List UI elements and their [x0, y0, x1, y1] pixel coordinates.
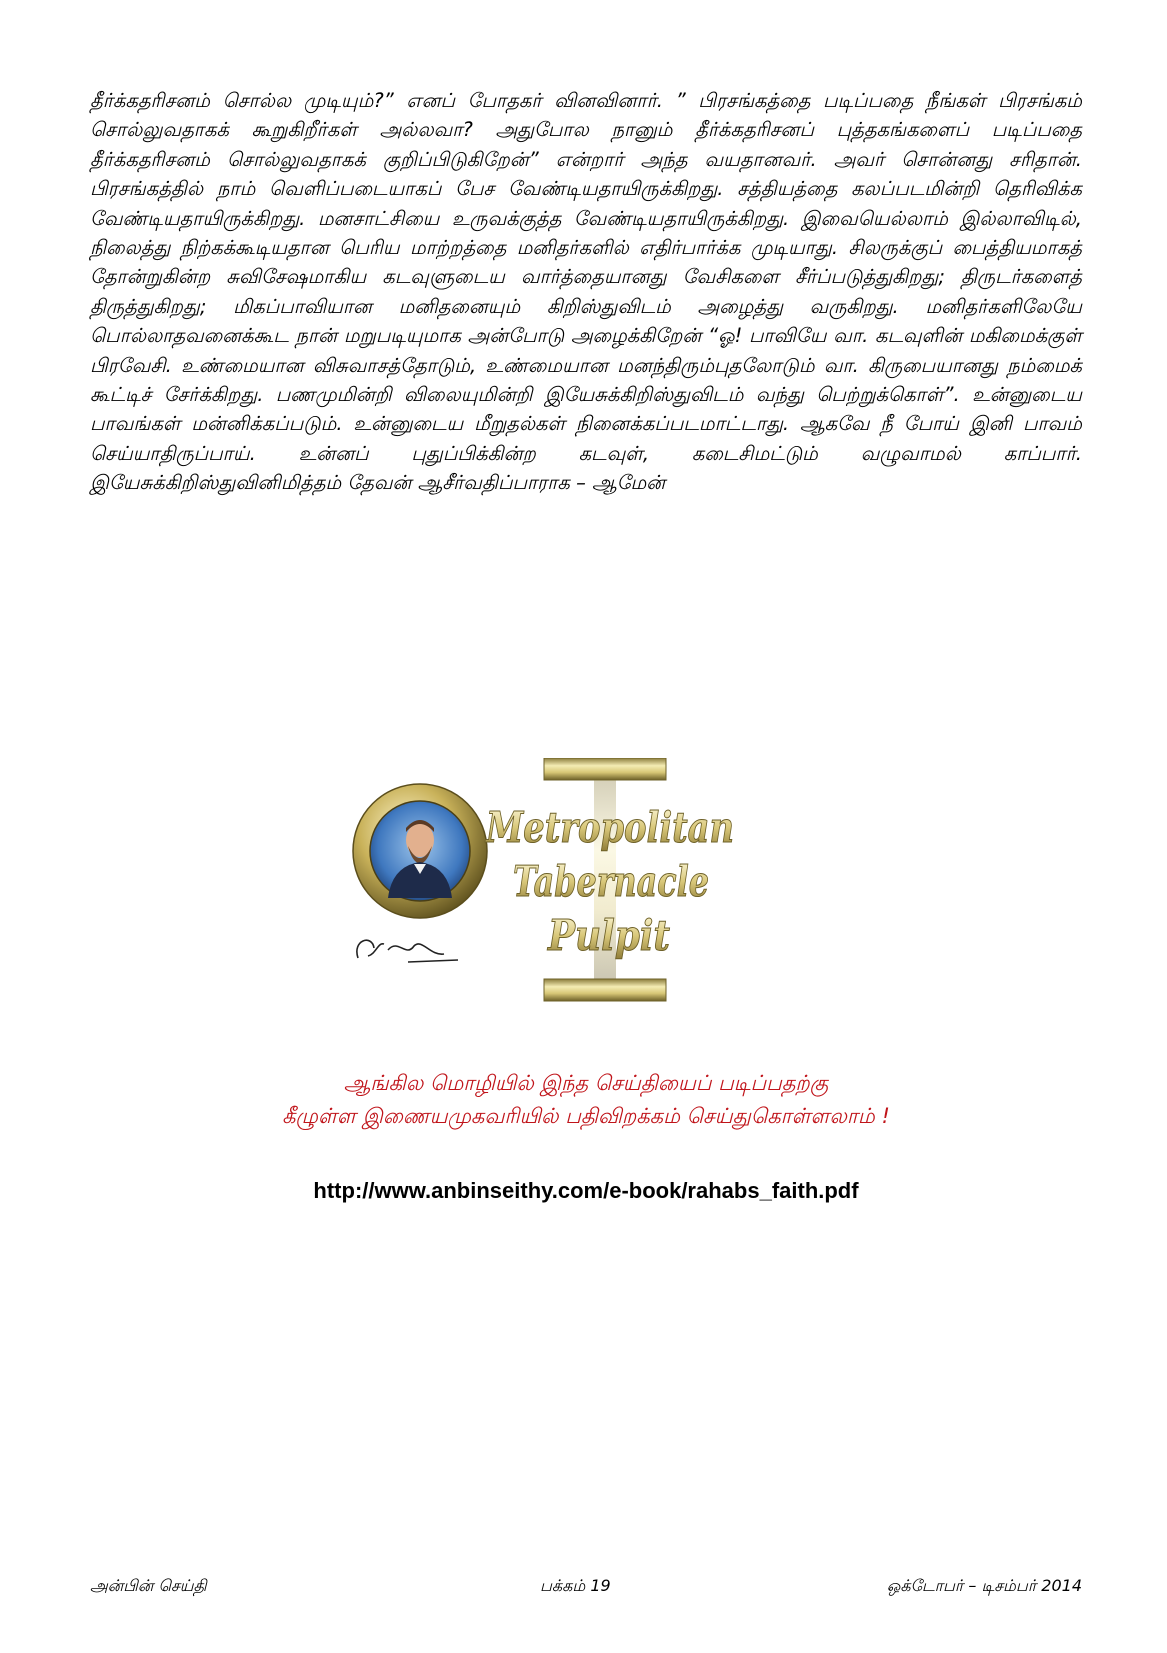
logo-line-metropolitan: Metropolitan — [484, 803, 734, 852]
signature-icon — [357, 940, 458, 962]
page-footer — [90, 1576, 1082, 1604]
metropolitan-tabernacle-pulpit-logo — [348, 758, 778, 1008]
sermon-paragraph: தீர்க்கதரிசனம் சொல்ல முடியும்?” எனப் போதகர் வினவினார். ” பிரசங்கத்தை படிப்பதை நீங்கள் பிரசங்கம் சொல்லுவதாகக் கூறுகிறீர்கள் அல்லவா? அதுபோல நானும் தீர்க்கதரிசனப் புத்தகங்களைப் படிப்பதை தீர்க்கதரிசனம் சொல்லுவதாகக் குறிப்பிடுகிறேன்” என்றார் அந்த வயதானவர். அவர் சொன்னது சரிதான். பிரசங்கத்தில் நாம் வெளிப்படையாகப் பேச வேண்டியதாயிருக்கிறது. சத்தியத்தை கலப்படமின்றி தெரிவிக்க வேண்டியதாயிருக்கிறது. மனசாட்சியை உருவக்குத்த வேண்டியதாயிருக்கிறது. இவையெல்லாம் இல்லாவிடில், நிலைத்து நிற்கக்கூடியதான பெரிய மாற்றத்தை மனிதர்களில் எதிர்பார்க்க முடியாது. சிலருக்குப் பைத்தியமாகத் தோன்றுகின்ற சுவிசேஷமாகிய கடவுளுடைய வார்த்தையானது வேசிகளை சீர்ப்படுத்துகிறது; திருடர்களைத் திருத்துகிறது; மிகப்பாவியான மனிதனையும் கிறிஸ்துவிடம் அழைத்து வருகிறது. மனிதர்களிலேயே பொல்லாதவனைக்கூட நான் மறுபடியுமாக அன்போடு அழைக்கிறேன் “ஓ! பாவியே வா. கடவுளின் மகிமைக்குள் பிரவேசி. உண்மையான விசுவாசத்தோடும், உண்மையான மனந்திரும்புதலோடும் வா. கிருபையானது நம்மைக் கூட்டிச் சேர்க்கிறது. பணமுமின்றி விலையுமின்றி இயேசுக்கிறிஸ்துவிடம் வந்து பெற்றுக்கொள்”. உன்னுடைய பாவங்கள் மன்னிக்கப்படும். உன்னுடைய மீறுதல்கள் நினைக்கப்படமாட்டாது. ஆகவே நீ போய் இனி பாவம் செய்யாதிருப்பாய். உன்னப் புதுப்பிக்கின்ற கடவுள், கடைசிமட்டும் வழுவாமல் காப்பார். இயேசுக்கிறிஸ்துவினிமித்தம் தேவன் ஆசீர்வதிப்பாராக – ஆமேன் — [90, 89, 1082, 495]
footer-page-number: பக்கம் 19 — [540, 1576, 611, 1595]
logo-line-tabernacle: Tabernacle — [513, 857, 709, 906]
footer-issue-date: ஒக்டோபர் – டிசம்பர் 2014 — [886, 1576, 1082, 1595]
sermon-body — [90, 86, 1082, 498]
logo-line-pulpit: Pulpit — [547, 911, 670, 960]
download-link[interactable]: http://www.anbinseithy.com/e-book/rahabs_faith.pdf — [313, 1178, 859, 1203]
notice-line-1: ஆங்கில மொழியில் இந்த செய்தியைப் படிப்பதற்கு — [343, 1071, 829, 1095]
notice-line-2: கீழுள்ள இணையமுகவரியில் பதிவிறக்கம் செய்துகொள்ளலாம் ! — [282, 1104, 890, 1128]
footer-publication: அன்பின் செய்தி — [90, 1576, 207, 1595]
english-version-notice — [90, 1067, 1082, 1133]
